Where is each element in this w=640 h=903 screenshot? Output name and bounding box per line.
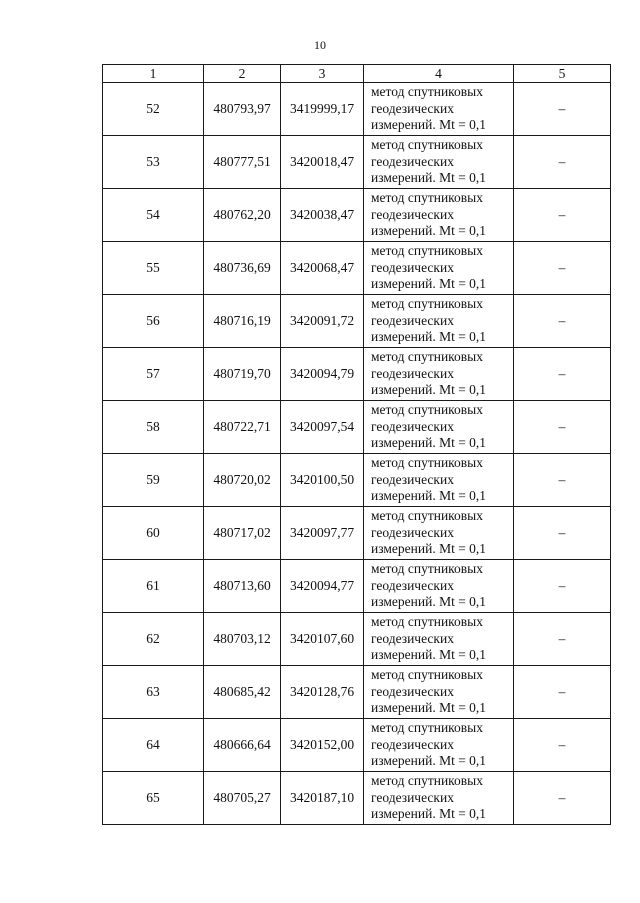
table-row [103, 507, 611, 560]
method-line-2: геодезических [371, 418, 454, 434]
column-5-cell: – [514, 666, 611, 719]
method-cell [364, 401, 514, 454]
y-coordinate-cell: 3419999,17 [281, 83, 364, 136]
table-row [103, 401, 611, 454]
method-line-2: геодезических [371, 630, 454, 646]
method-line-1: метод спутниковых [371, 349, 483, 365]
method-line-3: измерений. Mt = 0,1 [371, 435, 487, 451]
method-cell [364, 295, 514, 348]
y-coordinate-cell: 3420038,47 [281, 189, 364, 242]
point-number-cell: 64 [103, 719, 204, 772]
method-line-3: измерений. Mt = 0,1 [371, 753, 487, 769]
column-5-cell: – [514, 136, 611, 189]
method-line-2: геодезических [371, 153, 454, 169]
method-cell [364, 772, 514, 825]
x-coordinate-cell: 480762,20 [204, 189, 281, 242]
method-line-2: геодезических [371, 312, 454, 328]
point-number-cell: 58 [103, 401, 204, 454]
method-line-2: геодезических [371, 365, 454, 381]
y-coordinate-cell: 3420094,77 [281, 560, 364, 613]
method-line-2: геодезических [371, 471, 454, 487]
table-row [103, 348, 611, 401]
column-5-cell: – [514, 454, 611, 507]
column-5-cell: – [514, 401, 611, 454]
point-number-cell: 60 [103, 507, 204, 560]
method-cell [364, 348, 514, 401]
column-5-cell: – [514, 613, 611, 666]
y-coordinate-cell: 3420097,77 [281, 507, 364, 560]
column-5-cell: – [514, 83, 611, 136]
page-number: 10 [314, 38, 326, 52]
y-coordinate-cell: 3420128,76 [281, 666, 364, 719]
column-5-cell: – [514, 772, 611, 825]
point-number-cell: 62 [103, 613, 204, 666]
method-line-1: метод спутниковых [371, 614, 483, 630]
method-line-3: измерений. Mt = 0,1 [371, 117, 487, 133]
column-5-cell: – [514, 348, 611, 401]
column-header-1: 1 [103, 65, 204, 83]
y-coordinate-cell: 3420018,47 [281, 136, 364, 189]
table-body [103, 83, 611, 825]
point-number-cell: 53 [103, 136, 204, 189]
x-coordinate-cell: 480793,97 [204, 83, 281, 136]
point-number-cell: 61 [103, 560, 204, 613]
point-number-cell: 56 [103, 295, 204, 348]
table-row [103, 772, 611, 825]
y-coordinate-cell: 3420107,60 [281, 613, 364, 666]
table-row [103, 560, 611, 613]
method-line-1: метод спутниковых [371, 508, 483, 524]
table-row [103, 83, 611, 136]
method-line-1: метод спутниковых [371, 402, 483, 418]
method-line-2: геодезических [371, 100, 454, 116]
method-line-1: метод спутниковых [371, 190, 483, 206]
table-row [103, 189, 611, 242]
y-coordinate-cell: 3420100,50 [281, 454, 364, 507]
column-5-cell: – [514, 295, 611, 348]
column-5-cell: – [514, 507, 611, 560]
point-number-cell: 63 [103, 666, 204, 719]
table-row [103, 242, 611, 295]
method-cell [364, 666, 514, 719]
point-number-cell: 55 [103, 242, 204, 295]
point-number-cell: 59 [103, 454, 204, 507]
method-line-1: метод спутниковых [371, 455, 483, 471]
method-cell [364, 136, 514, 189]
method-line-3: измерений. Mt = 0,1 [371, 594, 487, 610]
method-line-2: геодезических [371, 683, 454, 699]
column-header-4: 4 [364, 65, 514, 83]
x-coordinate-cell: 480736,69 [204, 242, 281, 295]
column-header-5: 5 [514, 65, 611, 83]
method-cell [364, 719, 514, 772]
y-coordinate-cell: 3420091,72 [281, 295, 364, 348]
method-line-1: метод спутниковых [371, 296, 483, 312]
method-line-3: измерений. Mt = 0,1 [371, 488, 487, 504]
coordinates-table [102, 64, 611, 825]
x-coordinate-cell: 480666,64 [204, 719, 281, 772]
table-row [103, 613, 611, 666]
x-coordinate-cell: 480716,19 [204, 295, 281, 348]
method-cell [364, 83, 514, 136]
y-coordinate-cell: 3420152,00 [281, 719, 364, 772]
x-coordinate-cell: 480717,02 [204, 507, 281, 560]
point-number-cell: 52 [103, 83, 204, 136]
x-coordinate-cell: 480720,02 [204, 454, 281, 507]
method-line-2: геодезических [371, 259, 454, 275]
table-row [103, 295, 611, 348]
method-cell [364, 242, 514, 295]
method-line-1: метод спутниковых [371, 773, 483, 789]
method-cell [364, 560, 514, 613]
table-header [103, 65, 611, 83]
y-coordinate-cell: 3420068,47 [281, 242, 364, 295]
y-coordinate-cell: 3420187,10 [281, 772, 364, 825]
method-line-3: измерений. Mt = 0,1 [371, 700, 487, 716]
table-row [103, 454, 611, 507]
method-line-3: измерений. Mt = 0,1 [371, 329, 487, 345]
method-line-3: измерений. Mt = 0,1 [371, 223, 487, 239]
x-coordinate-cell: 480719,70 [204, 348, 281, 401]
y-coordinate-cell: 3420097,54 [281, 401, 364, 454]
method-cell [364, 454, 514, 507]
column-header-3: 3 [281, 65, 364, 83]
method-line-1: метод спутниковых [371, 243, 483, 259]
method-line-1: метод спутниковых [371, 137, 483, 153]
column-5-cell: – [514, 560, 611, 613]
column-5-cell: – [514, 189, 611, 242]
method-line-3: измерений. Mt = 0,1 [371, 170, 487, 186]
method-line-2: геодезических [371, 206, 454, 222]
x-coordinate-cell: 480713,60 [204, 560, 281, 613]
method-line-2: геодезических [371, 577, 454, 593]
point-number-cell: 57 [103, 348, 204, 401]
method-line-1: метод спутниковых [371, 84, 483, 100]
header-row [103, 65, 611, 83]
x-coordinate-cell: 480685,42 [204, 666, 281, 719]
method-line-3: измерений. Mt = 0,1 [371, 541, 487, 557]
table-row [103, 666, 611, 719]
method-cell [364, 613, 514, 666]
method-line-3: измерений. Mt = 0,1 [371, 647, 487, 663]
y-coordinate-cell: 3420094,79 [281, 348, 364, 401]
point-number-cell: 54 [103, 189, 204, 242]
method-cell [364, 507, 514, 560]
column-header-2: 2 [204, 65, 281, 83]
column-5-cell: – [514, 242, 611, 295]
method-line-3: измерений. Mt = 0,1 [371, 382, 487, 398]
method-line-3: измерений. Mt = 0,1 [371, 806, 487, 822]
column-5-cell: – [514, 719, 611, 772]
table-row [103, 719, 611, 772]
method-cell [364, 189, 514, 242]
method-line-1: метод спутниковых [371, 667, 483, 683]
method-line-3: измерений. Mt = 0,1 [371, 276, 487, 292]
x-coordinate-cell: 480703,12 [204, 613, 281, 666]
x-coordinate-cell: 480722,71 [204, 401, 281, 454]
method-line-2: геодезических [371, 789, 454, 805]
method-line-1: метод спутниковых [371, 720, 483, 736]
method-line-2: геодезических [371, 736, 454, 752]
point-number-cell: 65 [103, 772, 204, 825]
x-coordinate-cell: 480705,27 [204, 772, 281, 825]
table-row [103, 136, 611, 189]
x-coordinate-cell: 480777,51 [204, 136, 281, 189]
method-line-2: геодезических [371, 524, 454, 540]
method-line-1: метод спутниковых [371, 561, 483, 577]
